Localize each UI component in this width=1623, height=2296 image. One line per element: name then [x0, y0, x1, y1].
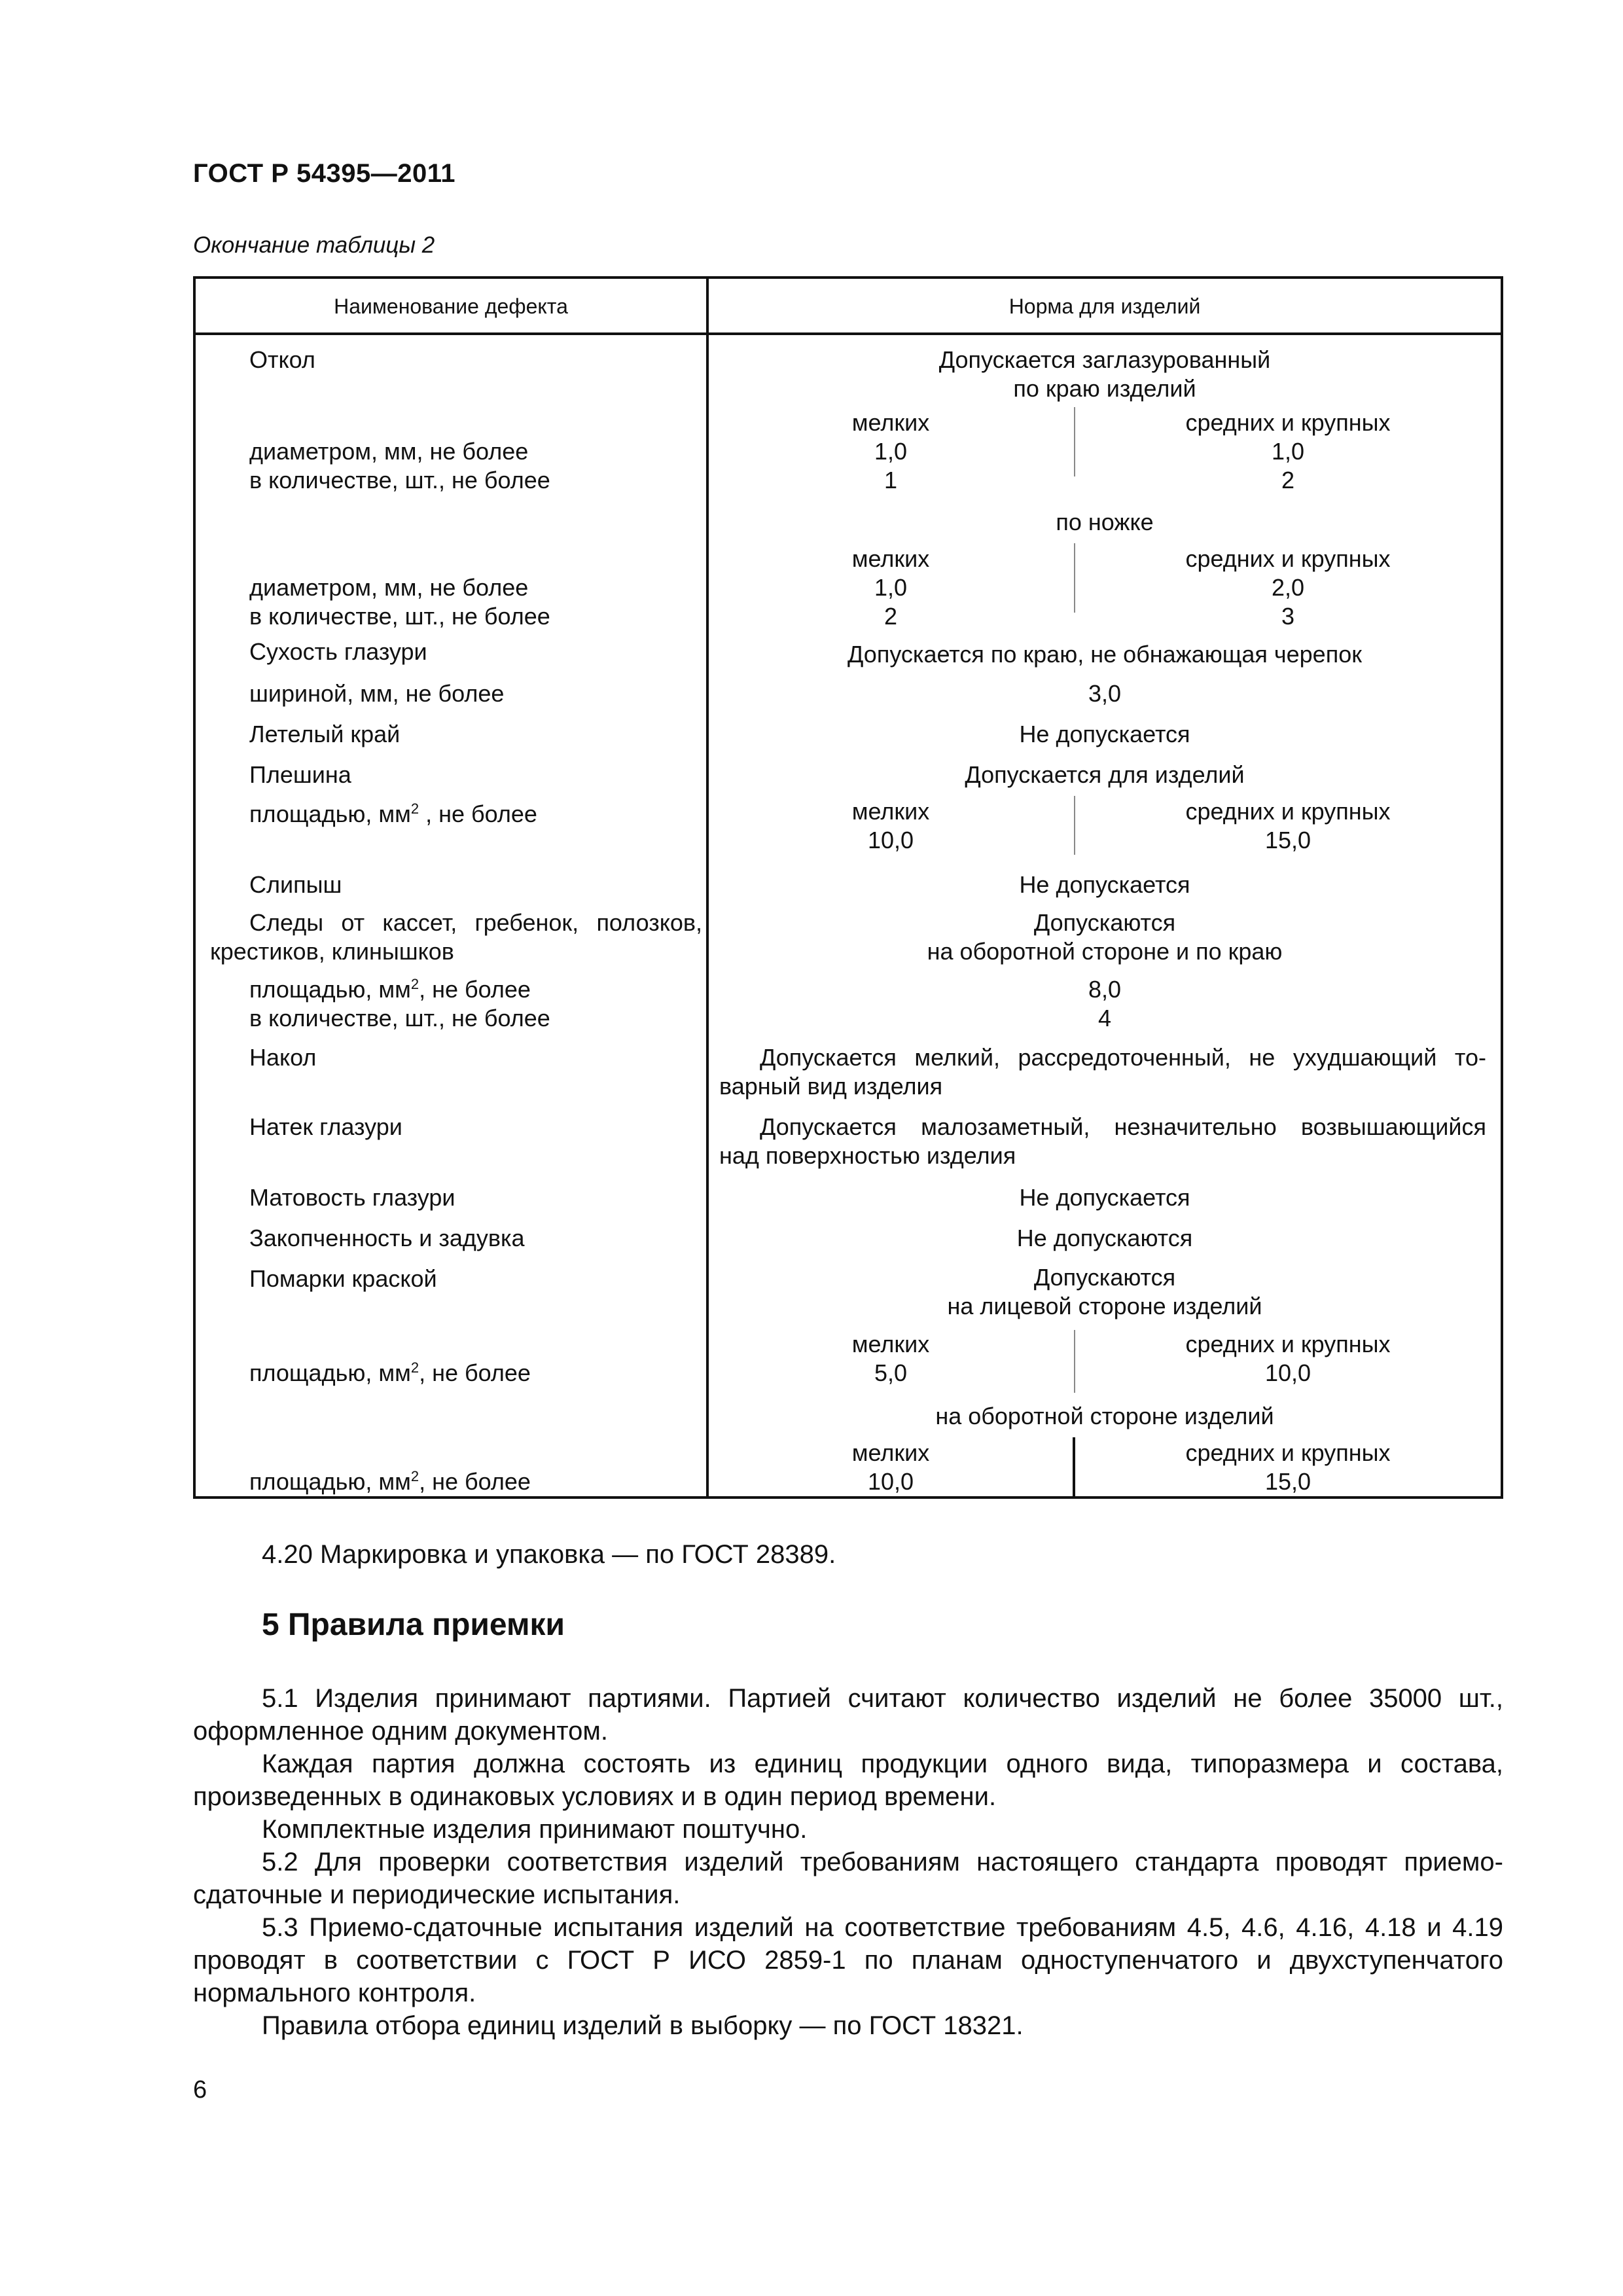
value-small: 2 — [883, 603, 898, 630]
norm-value: 8,0 — [1088, 976, 1122, 1003]
parameter-label: площадью, $мм^2$, не более — [249, 1359, 531, 1386]
size-large-label: средних и крупных — [1185, 409, 1391, 436]
norm-text: Допускается по краю, не обнажающая черепок — [847, 641, 1362, 668]
value-small: 10,0 — [867, 1468, 914, 1495]
parameter-label: площадью, $мм^2$, не более — [249, 976, 531, 1003]
norm-value: 4 — [1097, 1005, 1112, 1031]
defect-name: Помарки краской — [249, 1265, 437, 1292]
parameter-label: шириной, мм, не более — [249, 680, 505, 707]
norm-text: Не допускаются — [1016, 1225, 1193, 1251]
size-large-label: средних и крупных — [1185, 798, 1391, 825]
norm-text: на оборотной стороне и по краю — [927, 938, 1283, 965]
norm-text: варный вид изделия — [719, 1073, 943, 1100]
norm-text: Не допускается — [1019, 1184, 1190, 1211]
norm-value: 3,0 — [1088, 680, 1122, 707]
norm-text: на лицевой стороне изделий — [947, 1293, 1262, 1319]
norm-text: Допускаются — [1033, 909, 1176, 936]
parameter-label: в количестве, шт., не более — [249, 1005, 550, 1031]
value-large: 15,0 — [1264, 1468, 1311, 1495]
parameter-label: площадью, $мм^2$ , не более — [249, 800, 537, 827]
norm-text: Допускаются — [1033, 1264, 1176, 1291]
value-small: 10,0 — [867, 827, 914, 853]
value-small: 1,0 — [874, 574, 908, 601]
parameter-label: в количестве, шт., не более — [249, 603, 550, 630]
value-small: 1 — [883, 467, 898, 493]
norm-text: Допускается для изделий — [965, 761, 1245, 788]
defect-name: Натек глазури — [249, 1113, 402, 1140]
parameter-label: в количестве, шт., не более — [249, 467, 550, 493]
norm-text: по краю изделий — [1013, 375, 1196, 402]
column-header-norm: Норма для изделий — [1008, 295, 1201, 318]
value-large: 2,0 — [1271, 574, 1305, 601]
defect-name: Летелый край — [249, 721, 401, 747]
page-number: 6 — [193, 2076, 207, 2104]
defect-name: Слипыш — [249, 871, 342, 898]
value-large: 3 — [1281, 603, 1295, 630]
paragraph-5-2: 5.2 Для проверки соответствия изделий требованиям настоящего стандарта проводят приемо-сдаточные и периодические испытания. — [193, 1848, 1503, 1909]
paragraph-5-1: 5.1 Изделия принимают партиями. Партией считают количество изделий не более 35000 шт., оформленное одним документом. — [193, 1684, 1503, 1746]
value-small: 5,0 — [874, 1359, 908, 1386]
defect-name-continued: крестиков, клинышков — [210, 938, 454, 965]
size-small-label: мелких — [851, 409, 930, 436]
defects-table — [193, 276, 1503, 1499]
value-large: 2 — [1281, 467, 1295, 493]
norm-text: Допускается малозаметный, незначительно возвышающийся — [760, 1113, 1486, 1140]
norm-text: на оборотной стороне изделий — [935, 1403, 1274, 1429]
paragraph-4-20: 4.20 Маркировка и упаковка — по ГОСТ 28389. — [262, 1540, 836, 1569]
size-small-label: мелких — [851, 1331, 930, 1357]
size-large-label: средних и крупных — [1185, 1331, 1391, 1357]
defect-name: Сухость глазури — [249, 638, 427, 665]
value-large: 15,0 — [1264, 827, 1311, 853]
paragraph-batch: Каждая партия должна состоять из единиц продукции одного вида, типоразмера и состава, произведенных в одинаковых условиях и в один период времени. — [193, 1749, 1503, 1811]
section-title: 5 Правила приемки — [262, 1607, 565, 1642]
size-large-label: средних и крупных — [1185, 545, 1391, 572]
parameter-label: диаметром, мм, не более — [249, 438, 529, 465]
document-code: ГОСТ Р 54395—2011 — [193, 159, 455, 188]
header-divider — [196, 332, 1501, 335]
value-large: 10,0 — [1264, 1359, 1311, 1386]
defect-name: Накол — [249, 1044, 317, 1071]
value-small: 1,0 — [874, 438, 908, 465]
parameter-label: площадью, $мм^2$, не более — [249, 1468, 531, 1495]
size-small-label: мелких — [851, 1439, 930, 1466]
defect-name: Откол — [249, 346, 315, 373]
paragraph-5-3: 5.3 Приемо-сдаточные испытания изделий на соответствие требованиям 4.5, 4.6, 4.16, 4.18 и 4.19 проводят в соответствии с ГОСТ Р ИСО 2859-1 по планам одноступенчатого и двухступенчатого нормального контроля. — [193, 1913, 1503, 2007]
norm-text: над поверхностью изделия — [719, 1142, 1016, 1169]
defect-name: Закопченность и задувка — [249, 1225, 525, 1251]
norm-text: Допускается мелкий, рассредоточенный, не ухудшающий то- — [760, 1044, 1486, 1071]
paragraph-complete: Комплектные изделия принимают поштучно. — [262, 1815, 808, 1844]
norm-text: по ножке — [1056, 509, 1154, 535]
norm-text: Не допускается — [1019, 721, 1190, 747]
table-caption: Окончание таблицы 2 — [193, 232, 435, 258]
size-small-label: мелких — [851, 798, 930, 825]
size-small-label: мелких — [851, 545, 930, 572]
defect-name: Матовость глазури — [249, 1184, 455, 1211]
column-header-defect: Наименование дефекта — [334, 295, 568, 318]
defect-name: Плешина — [249, 761, 351, 788]
value-large: 1,0 — [1271, 438, 1305, 465]
size-large-label: средних и крупных — [1185, 1439, 1391, 1466]
norm-text: Не допускается — [1019, 871, 1190, 898]
defect-name: Следы от кассет, гребенок, полозков, — [249, 909, 702, 936]
norm-text: Допускается заглазурованный — [938, 346, 1271, 373]
paragraph-sampling-rules: Правила отбора единиц изделий в выборку — по ГОСТ 18321. — [262, 2011, 1024, 2040]
parameter-label: диаметром, мм, не более — [249, 574, 529, 601]
